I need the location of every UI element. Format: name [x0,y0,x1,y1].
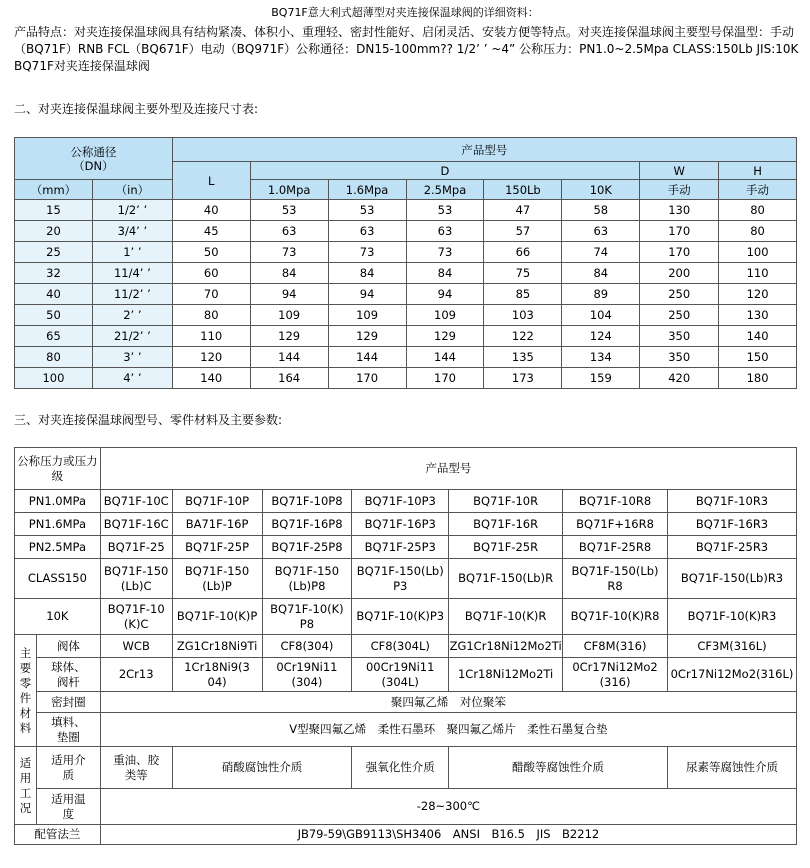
dimension-cell: 350 [640,326,719,347]
model-cell: BQ71F-10R3 [667,490,796,513]
model-header: 产品型号 [172,138,796,162]
dimension-cell: 144 [250,347,328,368]
packing-cell: V型聚四氟乙烯 柔性石墨环 聚四氟乙烯片 柔性石墨复合垫 [100,713,796,747]
dn-mm-cell: 100 [15,368,93,389]
dimension-cell: 85 [484,284,562,305]
body-cell: CF8M(316) [563,635,668,658]
model-cell: BQ71F-16R [449,513,563,536]
model-cell: BQ71F-10(K)R [449,599,563,635]
ball-cell: 1Cr18Ni9(3 04) [172,658,262,692]
model-cell: BQ71F-25P [172,536,262,559]
table-row [15,490,797,513]
body-cell: CF3M(316L) [667,635,796,658]
d-2-header: 1.6Mpa [328,180,406,200]
body-cell: CF8(304L) [352,635,449,658]
model-cell: BQ71F-150(Lb)R [449,559,563,599]
dimension-cell: 170 [640,221,719,242]
ball-cell: 00Cr19Ni11 (304L) [352,658,449,692]
dn-mm-cell: 50 [15,305,93,326]
dimension-cell: 45 [172,221,250,242]
table-row [15,513,797,536]
dimension-cell: 170 [328,368,406,389]
dimension-cell: 63 [562,221,640,242]
dn-in-cell: 3’ ’ [92,347,172,368]
dn-mm-cell: 40 [15,284,93,305]
d-4-header: 150Lb [484,180,562,200]
model-cell: BQ71F-150(Lb)R3 [667,559,796,599]
body-label: 阀体 [36,635,100,658]
model-cell: BQ71F+16R8 [563,513,668,536]
d-1-header: 1.0Mpa [250,180,328,200]
flange-cell: JB79-59\GB9113\SH3406 ANSI B16.5 JIS B2212 [100,825,796,845]
medium-cell: 硝酸腐蚀性介质 [172,747,352,789]
dimension-cell: 144 [406,347,484,368]
model-cell: BQ71F-10(K) P8 [262,599,352,635]
dn-in-cell: 1/2’ ’ [92,200,172,221]
table-row [15,263,797,284]
dimension-cell: 53 [328,200,406,221]
dimension-cell: 94 [328,284,406,305]
section-2-heading: 二、对夹连接保温球阀主要外型及连接尺寸表: [14,102,259,116]
dimension-cell: 84 [328,263,406,284]
dn-in-cell: 3/4’ ’ [92,221,172,242]
dimension-cell: 135 [484,347,562,368]
model-cell: BQ71F-10(K)P3 [352,599,449,635]
medium-cell: 尿素等腐蚀性介质 [667,747,796,789]
ball-cell: 0Cr19Ni11 (304) [262,658,352,692]
dimension-cell: 124 [562,326,640,347]
temp-label: 适用温 度 [36,789,100,825]
model-cell: BQ71F-150(Lb) R8 [563,559,668,599]
dimension-cell: 164 [250,368,328,389]
model-cell: BQ71F-10R [449,490,563,513]
dimension-cell: 420 [640,368,719,389]
dn-mm-cell: 80 [15,347,93,368]
dimension-cell: 53 [406,200,484,221]
dimension-cell: 170 [640,242,719,263]
body-cell: ZG1Cr18Ni9Ti [172,635,262,658]
dimension-cell: 63 [250,221,328,242]
body-cell: WCB [100,635,172,658]
dimension-cell: 150 [719,347,797,368]
pressure-label: PN1.6MPa [15,513,101,536]
dimension-cell: 84 [562,263,640,284]
dimension-cell: 73 [328,242,406,263]
d-5-header: 10K [562,180,640,200]
medium-cell: 醋酸等腐蚀性介质 [449,747,668,789]
dimension-cell: 58 [562,200,640,221]
model-cell: BQ71F-25P8 [262,536,352,559]
dimension-cell: 80 [719,200,797,221]
d-3-header: 2.5Mpa [406,180,484,200]
temp-cell: -28~300℃ [100,789,796,825]
pressure-label: 10K [15,599,101,635]
dimension-cell: 73 [406,242,484,263]
dimension-cell: 66 [484,242,562,263]
dimension-cell: 57 [484,221,562,242]
l-header: L [172,162,250,200]
dn-mm-cell: 65 [15,326,93,347]
dimension-cell: 129 [406,326,484,347]
dimension-cell: 140 [172,368,250,389]
model-cell: BQ71F-10 (K)C [100,599,172,635]
dn-in-cell: 21/2’ ’ [92,326,172,347]
table-row [15,599,797,635]
model-cell: BQ71F-25P3 [352,536,449,559]
dimension-cell: 40 [172,200,250,221]
pressure-label: PN2.5MPa [15,536,101,559]
dimension-cell: 122 [484,326,562,347]
ball-cell: 0Cr17Ni12Mo2 (316) [563,658,668,692]
dn-in-cell: 11/2’ ’ [92,284,172,305]
model-cell: BQ71F-10P [172,490,262,513]
dimension-cell: 173 [484,368,562,389]
dimension-cell: 109 [250,305,328,326]
body-cell: ZG1Cr18Ni12Mo2Ti [449,635,563,658]
body-cell: CF8(304) [262,635,352,658]
dimension-cell: 47 [484,200,562,221]
dimension-cell: 120 [719,284,797,305]
dimension-cell: 159 [562,368,640,389]
dimension-cell: 74 [562,242,640,263]
materials-table [14,447,797,845]
dn-in-cell: 1’ ’ [92,242,172,263]
dn-header: 公称通径 （DN） [15,138,173,180]
table-row [15,305,797,326]
table-row [15,284,797,305]
dimension-cell: 134 [562,347,640,368]
dimension-cell: 144 [328,347,406,368]
ball-cell: 1Cr18Ni12Mo2Ti [449,658,563,692]
dimension-cell: 63 [406,221,484,242]
medium-cell: 重油、胶 类等 [100,747,172,789]
dimension-cell: 75 [484,263,562,284]
h-manual-header: 手动 [719,180,797,200]
dimension-cell: 110 [172,326,250,347]
dimension-cell: 180 [719,368,797,389]
dn-in-cell: 2’ ’ [92,305,172,326]
dimension-cell: 94 [406,284,484,305]
dimension-cell: 350 [640,347,719,368]
section-3-heading: 三、对夹连接保温球阀型号、零件材料及主要参数: [14,413,283,427]
table-row [15,536,797,559]
dimension-cell: 84 [406,263,484,284]
table-row [15,221,797,242]
packing-label: 填料、 垫圈 [36,713,100,747]
in-header: （in） [92,180,172,200]
dimension-cell: 63 [328,221,406,242]
intro-paragraph: 产品特点：对夹连接保温球阀具有结构紧凑、体积小、重理轻、密封性能好、启闭灵活、安装方便等特点。对夹连接保温球阀主要型号保温型：手动（BQ71F）RNB FCL（BQ671F）电动（BQ971F）公称通径：DN15-100mm?? 1/2’ ’ ~4” 公称压力：PN1.0~2.5Mpa CLASS:150Lb JIS:10K BQ71F对夹连接保温球阀 [14,25,799,73]
dn-mm-cell: 25 [15,242,93,263]
dimension-cell: 80 [172,305,250,326]
model-cell: BQ71F-25R3 [667,536,796,559]
t2-model-header: 产品型号 [100,448,796,490]
model-cell: BQ71F-150 (Lb)C [100,559,172,599]
dimension-cell: 140 [719,326,797,347]
w-header: W [640,162,719,180]
dimension-table [14,137,797,389]
dimension-cell: 120 [172,347,250,368]
dn-mm-cell: 32 [15,263,93,284]
model-cell: BQ71F-150 (Lb)P [172,559,262,599]
dimension-cell: 100 [719,242,797,263]
pressure-label: PN1.0MPa [15,490,101,513]
table-row [15,347,797,368]
dimension-cell: 84 [250,263,328,284]
dimension-cell: 80 [719,221,797,242]
model-cell: BQ71F-16P8 [262,513,352,536]
dimension-cell: 50 [172,242,250,263]
dn-mm-cell: 20 [15,221,93,242]
ball-cell: 0Cr17Ni12Mo2(316L) [667,658,796,692]
model-cell: BQ71F-25R [449,536,563,559]
dimension-cell: 130 [640,200,719,221]
flange-label: 配管法兰 [15,825,101,845]
mm-header: （mm） [15,180,93,200]
pn-header: 公称压力或压力级 [15,448,101,490]
model-cell: BQ71F-10(K)R8 [563,599,668,635]
dimension-cell: 200 [640,263,719,284]
dimension-cell: 53 [250,200,328,221]
model-cell: BQ71F-16P3 [352,513,449,536]
model-cell: BQ71F-150(Lb) P3 [352,559,449,599]
dimension-cell: 130 [719,305,797,326]
ball-label: 球体、 阀杆 [36,658,100,692]
table-row [15,326,797,347]
dimension-cell: 103 [484,305,562,326]
model-cell: BQ71F-16R3 [667,513,796,536]
page-title: BQ71F意大利式超薄型对夹连接保温球阀的详细资料： [271,6,539,19]
dimension-cell: 73 [250,242,328,263]
h-header: H [719,162,797,180]
dimension-cell: 250 [640,284,719,305]
dimension-cell: 94 [250,284,328,305]
model-cell: BQ71F-16C [100,513,172,536]
table-row [15,200,797,221]
dimension-cell: 129 [250,326,328,347]
dn-in-cell: 4’ ’ [92,368,172,389]
table-row [15,242,797,263]
model-cell: BQ71F-10C [100,490,172,513]
model-cell: BQ71F-10(K)P [172,599,262,635]
model-cell: BQ71F-10P3 [352,490,449,513]
conditions-label: 适 用 工 况 [15,747,37,825]
dimension-cell: 129 [328,326,406,347]
seal-cell: 聚四氟乙烯 对位聚笨 [100,692,796,713]
dimension-cell: 70 [172,284,250,305]
d-header: D [250,162,640,180]
model-cell: BA71F-16P [172,513,262,536]
model-cell: BQ71F-10R8 [563,490,668,513]
parts-label: 主 要 零 件 材 料 [15,635,37,747]
dimension-cell: 109 [406,305,484,326]
table-row [15,559,797,599]
medium-cell: 强氧化性介质 [352,747,449,789]
dimension-cell: 104 [562,305,640,326]
w-manual-header: 手动 [640,180,719,200]
model-cell: BQ71F-25R8 [563,536,668,559]
model-cell: BQ71F-25 [100,536,172,559]
ball-cell: 2Cr13 [100,658,172,692]
dimension-cell: 110 [719,263,797,284]
dimension-cell: 170 [406,368,484,389]
dimension-cell: 250 [640,305,719,326]
dimension-cell: 109 [328,305,406,326]
model-cell: BQ71F-150 (Lb)P8 [262,559,352,599]
dn-in-cell: 11/4’ ’ [92,263,172,284]
dimension-cell: 89 [562,284,640,305]
dimension-cell: 60 [172,263,250,284]
table-row [15,368,797,389]
seal-label: 密封圈 [36,692,100,713]
pressure-label: CLASS150 [15,559,101,599]
medium-label: 适用介 质 [36,747,100,789]
dn-mm-cell: 15 [15,200,93,221]
model-cell: BQ71F-10(K)R3 [667,599,796,635]
model-cell: BQ71F-10P8 [262,490,352,513]
